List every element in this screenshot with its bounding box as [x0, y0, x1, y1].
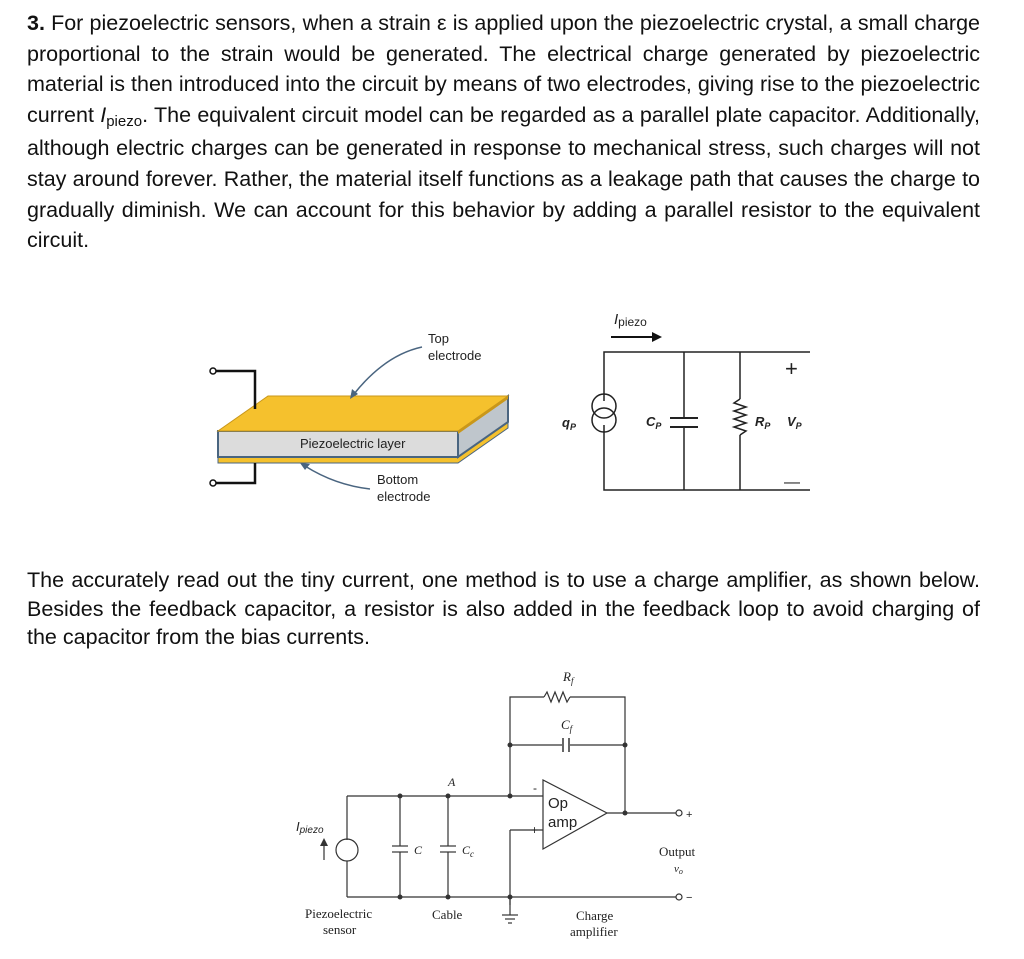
- amplifier-label-1: Charge: [576, 908, 614, 923]
- cc-label: $C_c$: [462, 843, 475, 859]
- feedback-rf-loop: [510, 697, 544, 796]
- eq-minus-sign: —: [784, 474, 800, 491]
- node-a-label: A: [448, 775, 456, 789]
- output-label: Output: [659, 844, 696, 859]
- ca-current-label: Ipiezo: [296, 819, 324, 836]
- question-number: 3.: [27, 11, 45, 35]
- sensor-label-1: Piezoelectric: [305, 906, 373, 921]
- eq-res-label: $R_P$: [755, 414, 771, 431]
- amplifier-label-2: amplifier: [570, 924, 618, 939]
- bottom-electrode-label-2: electrode: [377, 489, 431, 504]
- output-v-label: vo: [674, 863, 683, 876]
- bottom-electrode-label-1: Bottom: [377, 472, 419, 487]
- feedback-rf-right: [570, 697, 625, 745]
- top-electrode-label-2: electrode: [428, 348, 482, 363]
- i-piezo-symbol: I: [100, 102, 107, 127]
- i-piezo-subscript: piezo: [106, 112, 143, 130]
- paragraph-charge-amp: The accurately read out the tiny current, one method is to use a charge amplifier, as shown below. Besides the feedback capacitor, a resistor is also added in the feedback loop to avoid charging of the capacitor from the bias currents.: [27, 568, 980, 649]
- piezo-layer-label: Piezoelectric layer: [300, 436, 406, 451]
- node-a: [446, 794, 451, 799]
- top-electrode-label-1: Top: [428, 331, 449, 346]
- output-terminal-minus: [676, 894, 682, 900]
- cable-label: Cable: [432, 907, 463, 922]
- node-c-bottom: [398, 895, 403, 900]
- c-label: C: [414, 843, 423, 857]
- eq-current-label: Ipiezo: [614, 311, 647, 329]
- eq-plus-sign: +: [785, 356, 798, 381]
- eq-volt-label: $V_P$: [787, 414, 802, 431]
- node-rf-left: [508, 743, 513, 748]
- noninverting-sign: +: [531, 823, 539, 837]
- sensor-label-2: sensor: [323, 922, 357, 937]
- rf-zigzag: [544, 692, 570, 702]
- output-terminal-plus: [676, 810, 682, 816]
- node-c-top: [398, 794, 403, 799]
- opamp-label-1: Op: [548, 795, 569, 812]
- inverting-sign: -: [533, 781, 537, 795]
- sensor-arrow-head: [320, 838, 328, 846]
- cf-label: $C_f$: [561, 717, 573, 734]
- node-output: [623, 811, 628, 816]
- node-cc-bottom: [446, 895, 451, 900]
- intro-text-b: . The equivalent circuit model can be regarded as a parallel plate capacitor. Additionally, although electric charges can be generated in response to mechanical stress, such charges will not stay around forever. Rather, the material itself functions as a leakage path that causes the charge to gradually diminish. We can account for this behavior by adding a parallel resistor to the equivalent circuit.: [27, 102, 980, 253]
- output-plus-sign: +: [686, 809, 693, 821]
- opamp-label-2: amp: [548, 814, 578, 831]
- intro-text-a: For piezoelectric sensors, when a strain ε is applied upon the piezoelectric crystal, a small charge proportional to the strain would be generated. The electrical charge generated by piezoelectric material is then introduced into the circuit by means of two electrodes, giving rise to the piezoelectric current: [27, 11, 980, 127]
- rf-label: $R_f$: [563, 669, 574, 686]
- output-minus-sign: −: [686, 892, 693, 904]
- node-rf-right: [623, 743, 628, 748]
- eq-source-label: $q_P$: [562, 415, 576, 432]
- node-ground: [508, 895, 513, 900]
- node-inverting: [508, 794, 513, 799]
- sensor-current-source: [336, 839, 358, 861]
- eq-cap-label: $C_P$: [646, 414, 662, 431]
